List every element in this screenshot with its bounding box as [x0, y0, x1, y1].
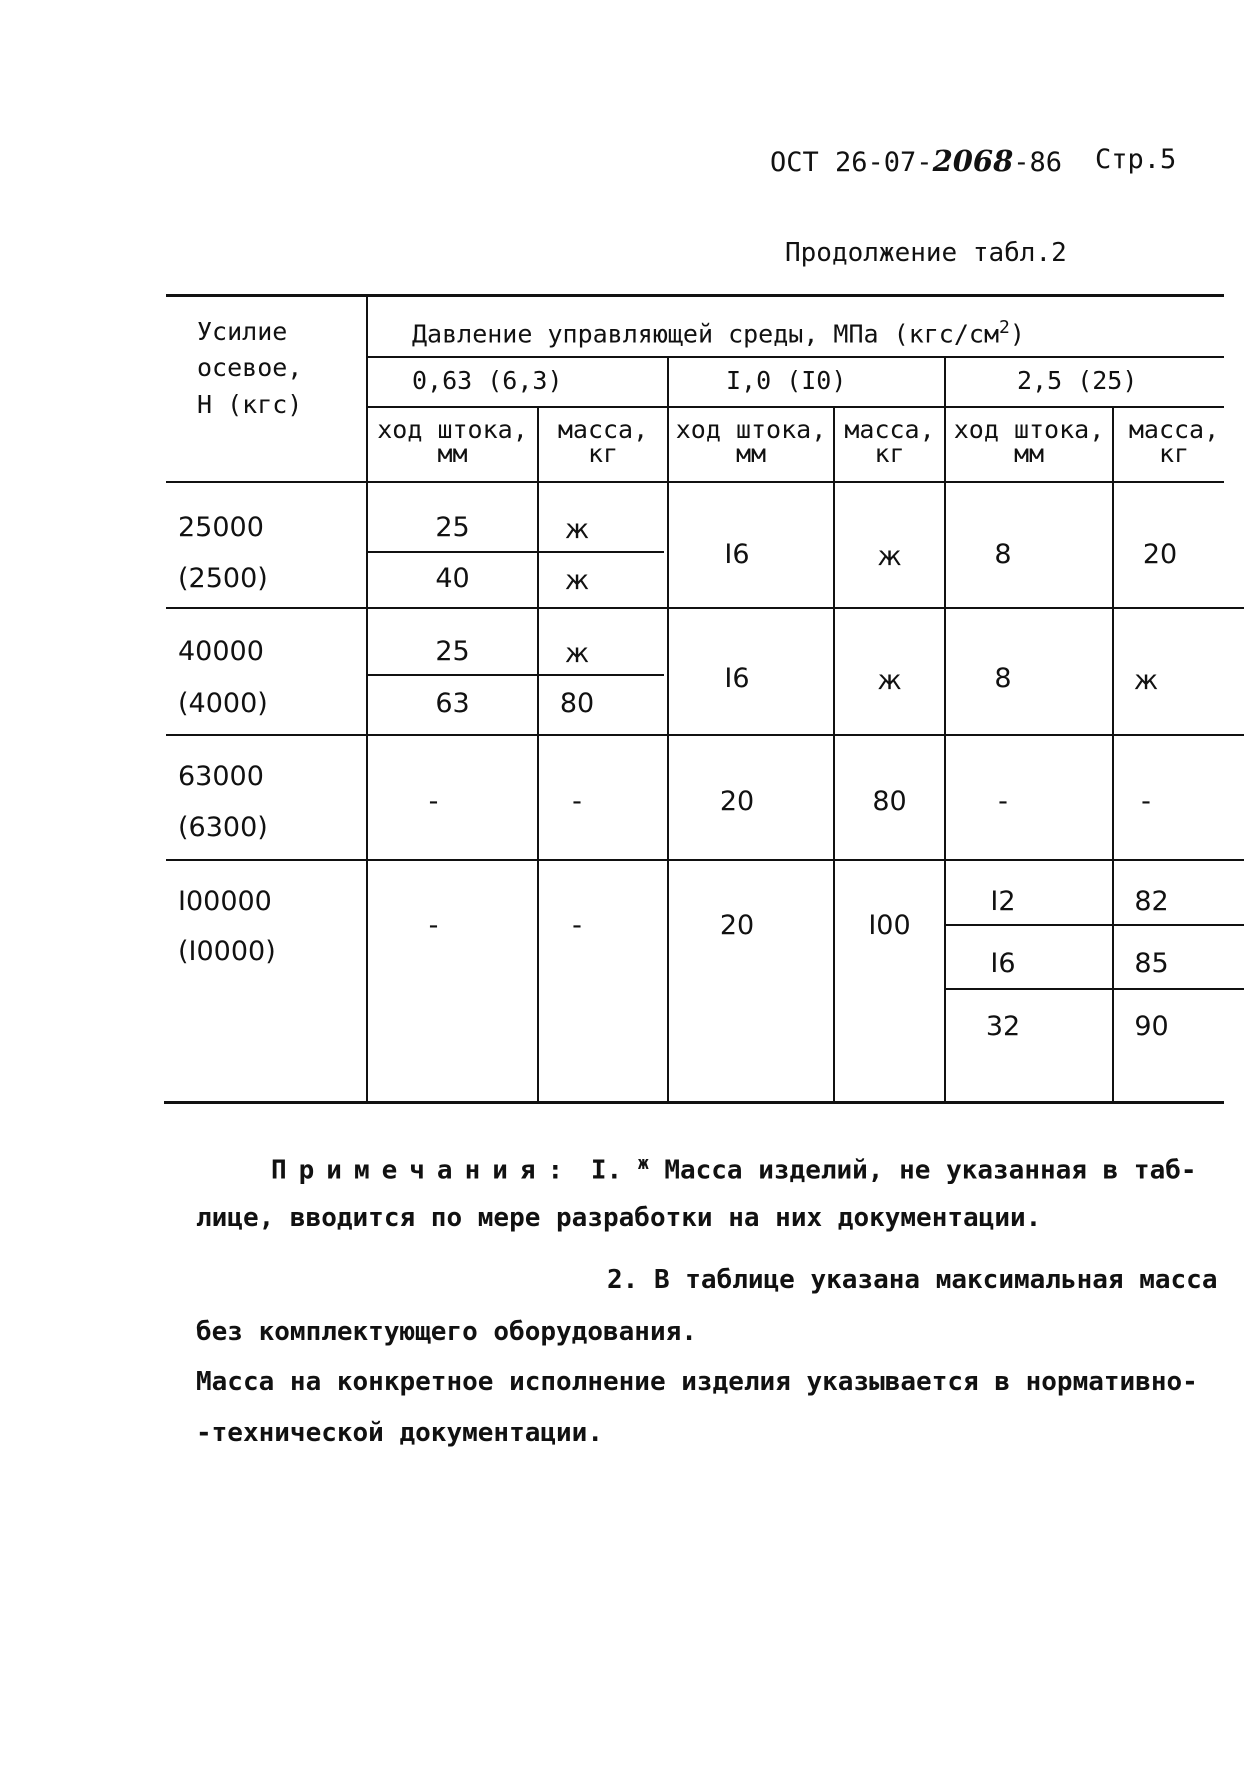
- pressure-1-0: I,0 (I0): [726, 366, 847, 395]
- row3-p1-stroke: -: [428, 786, 439, 817]
- force-header-line-3: Н (кгс): [197, 390, 303, 419]
- row4-p2-stroke: 20: [719, 910, 755, 941]
- note-2-line-1: 2. В таблице указана максимальная масса: [607, 1265, 1218, 1295]
- row1-p3-mass: 20: [1142, 539, 1178, 570]
- row4-p3-stroke-c: 32: [985, 1011, 1021, 1042]
- row1-p3-stroke: 8: [994, 539, 1012, 570]
- stroke-unit: мм: [437, 439, 468, 468]
- header-bottom-rule: [166, 481, 1224, 483]
- document-code-handwritten: 2068: [932, 144, 1014, 178]
- row2-p3-stroke: 8: [994, 663, 1012, 694]
- vline-p3-mass: [1112, 406, 1114, 1103]
- p3-stroke-header: [946, 415, 1112, 468]
- row3-bottom-rule: [166, 859, 1244, 861]
- document-code-suffix: -86: [1013, 147, 1063, 178]
- row2-p1-mass-a: ж: [564, 638, 590, 669]
- p1-mass-header: [539, 415, 667, 468]
- row1-bottom-rule: [166, 607, 1244, 609]
- row2-bottom-rule: [166, 734, 1244, 736]
- row4-inner-rule-2: [945, 988, 1244, 990]
- pressure-header-close: ): [1009, 319, 1025, 349]
- mass-label: масса,: [844, 415, 935, 444]
- row1-p2-mass: ж: [877, 541, 902, 572]
- table-top-rule: [166, 294, 1224, 297]
- row3-p3-stroke: -: [998, 786, 1008, 817]
- pressure-header: [412, 317, 1025, 348]
- stroke-label: ход штока,: [675, 415, 827, 444]
- pressure-0-63: 0,63 (6,3): [412, 366, 563, 395]
- row3-p1-mass: -: [572, 786, 582, 817]
- stroke-unit: мм: [1013, 439, 1045, 468]
- row3-force-kgf: (6300): [178, 812, 268, 843]
- mass-label: масса,: [557, 415, 649, 444]
- document-code: [770, 144, 1062, 178]
- row1-force-kgf: (2500): [178, 563, 268, 594]
- note-1-line-2: лице, вводится по мере разработки на них документации.: [196, 1203, 1042, 1233]
- row1-inner-rule: [367, 551, 664, 553]
- row2-inner-rule: [367, 674, 664, 676]
- row3-p3-mass: -: [1141, 786, 1151, 817]
- row4-p3-mass-a: 82: [1134, 886, 1169, 917]
- row1-p1-stroke-a: 25: [435, 512, 470, 543]
- row4-force: I00000: [178, 886, 272, 917]
- header-rule-1: [367, 356, 1224, 358]
- row4-p3-stroke-a: I2: [990, 886, 1016, 917]
- row1-p2-stroke: I6: [724, 539, 750, 570]
- row1-force: 25000: [178, 512, 264, 543]
- row3-p2-mass: 80: [872, 786, 907, 817]
- note-3-line-1: Масса на конкретное исполнение изделия указывается в нормативно-: [196, 1367, 1198, 1397]
- note-1-number: I.: [590, 1155, 623, 1186]
- mass-unit: кг: [874, 439, 905, 468]
- document-code-prefix: ОСТ 26-07-: [770, 147, 933, 178]
- vline-p3: [944, 356, 946, 1103]
- table-bottom-rule: [164, 1101, 1224, 1104]
- row2-p1-mass-b: 80: [559, 688, 595, 719]
- row2-p3-mass: ж: [1133, 665, 1159, 696]
- row4-p1-stroke: -: [428, 910, 439, 941]
- mass-unit: кг: [587, 439, 619, 468]
- vline-p1-mass: [537, 406, 539, 1103]
- row2-p2-stroke: I6: [724, 663, 750, 694]
- vline-p2-mass: [833, 406, 835, 1103]
- note-1-text-1: Масса изделий, не указанная в таб-: [664, 1155, 1197, 1186]
- note-3-line-2: -технической документации.: [196, 1418, 603, 1448]
- p2-mass-header: [835, 415, 944, 468]
- mass-unit: кг: [1158, 439, 1190, 468]
- note-1-line-1: [271, 1153, 1197, 1186]
- stroke-unit: мм: [735, 439, 767, 468]
- force-header-line-1: Усилие: [197, 317, 288, 346]
- pressure-header-text: Давление управляющей среды, МПа (кгс/см: [412, 319, 999, 349]
- row4-p1-mass: -: [572, 910, 582, 941]
- stroke-label: ход штока,: [953, 415, 1105, 444]
- row4-p3-stroke-b: I6: [990, 948, 1016, 979]
- note-2-line-2: без комплектующего оборудования.: [196, 1317, 697, 1347]
- p2-stroke-header: [669, 415, 833, 468]
- mass-label: масса,: [1128, 415, 1220, 444]
- row4-p2-mass: I00: [868, 910, 911, 941]
- page-number: Стр.5: [1095, 144, 1177, 175]
- note-1-star: ж: [637, 1153, 649, 1174]
- stroke-label: ход штока,: [377, 415, 528, 444]
- table-continuation-label: Продолжение табл.2: [785, 238, 1067, 268]
- row4-p3-mass-c: 90: [1134, 1011, 1169, 1042]
- row2-p2-mass: ж: [877, 665, 902, 696]
- force-header-line-2: осевое,: [197, 353, 303, 382]
- row2-p1-stroke-b: 63: [435, 688, 470, 719]
- row2-force-kgf: (4000): [178, 688, 268, 719]
- row4-p3-mass-b: 85: [1134, 948, 1169, 979]
- p1-stroke-header: [368, 415, 537, 468]
- row1-p1-stroke-b: 40: [435, 563, 470, 594]
- row4-inner-rule-1: [945, 924, 1244, 926]
- pressure-2-5: 2,5 (25): [1017, 366, 1138, 395]
- row3-p2-stroke: 20: [719, 786, 755, 817]
- row4-force-kgf: (I0000): [178, 936, 276, 967]
- pressure-header-sup: 2: [999, 317, 1010, 338]
- row2-force: 40000: [178, 636, 264, 667]
- row1-p1-mass-a: ж: [564, 514, 590, 545]
- vline-p2: [667, 356, 669, 1103]
- row3-force: 63000: [178, 761, 264, 792]
- row1-p1-mass-b: ж: [564, 565, 590, 596]
- row2-p1-stroke-a: 25: [435, 636, 470, 667]
- p3-mass-header: [1114, 415, 1234, 468]
- header-rule-2: [367, 406, 1224, 408]
- notes-title: Примечания:: [271, 1155, 576, 1186]
